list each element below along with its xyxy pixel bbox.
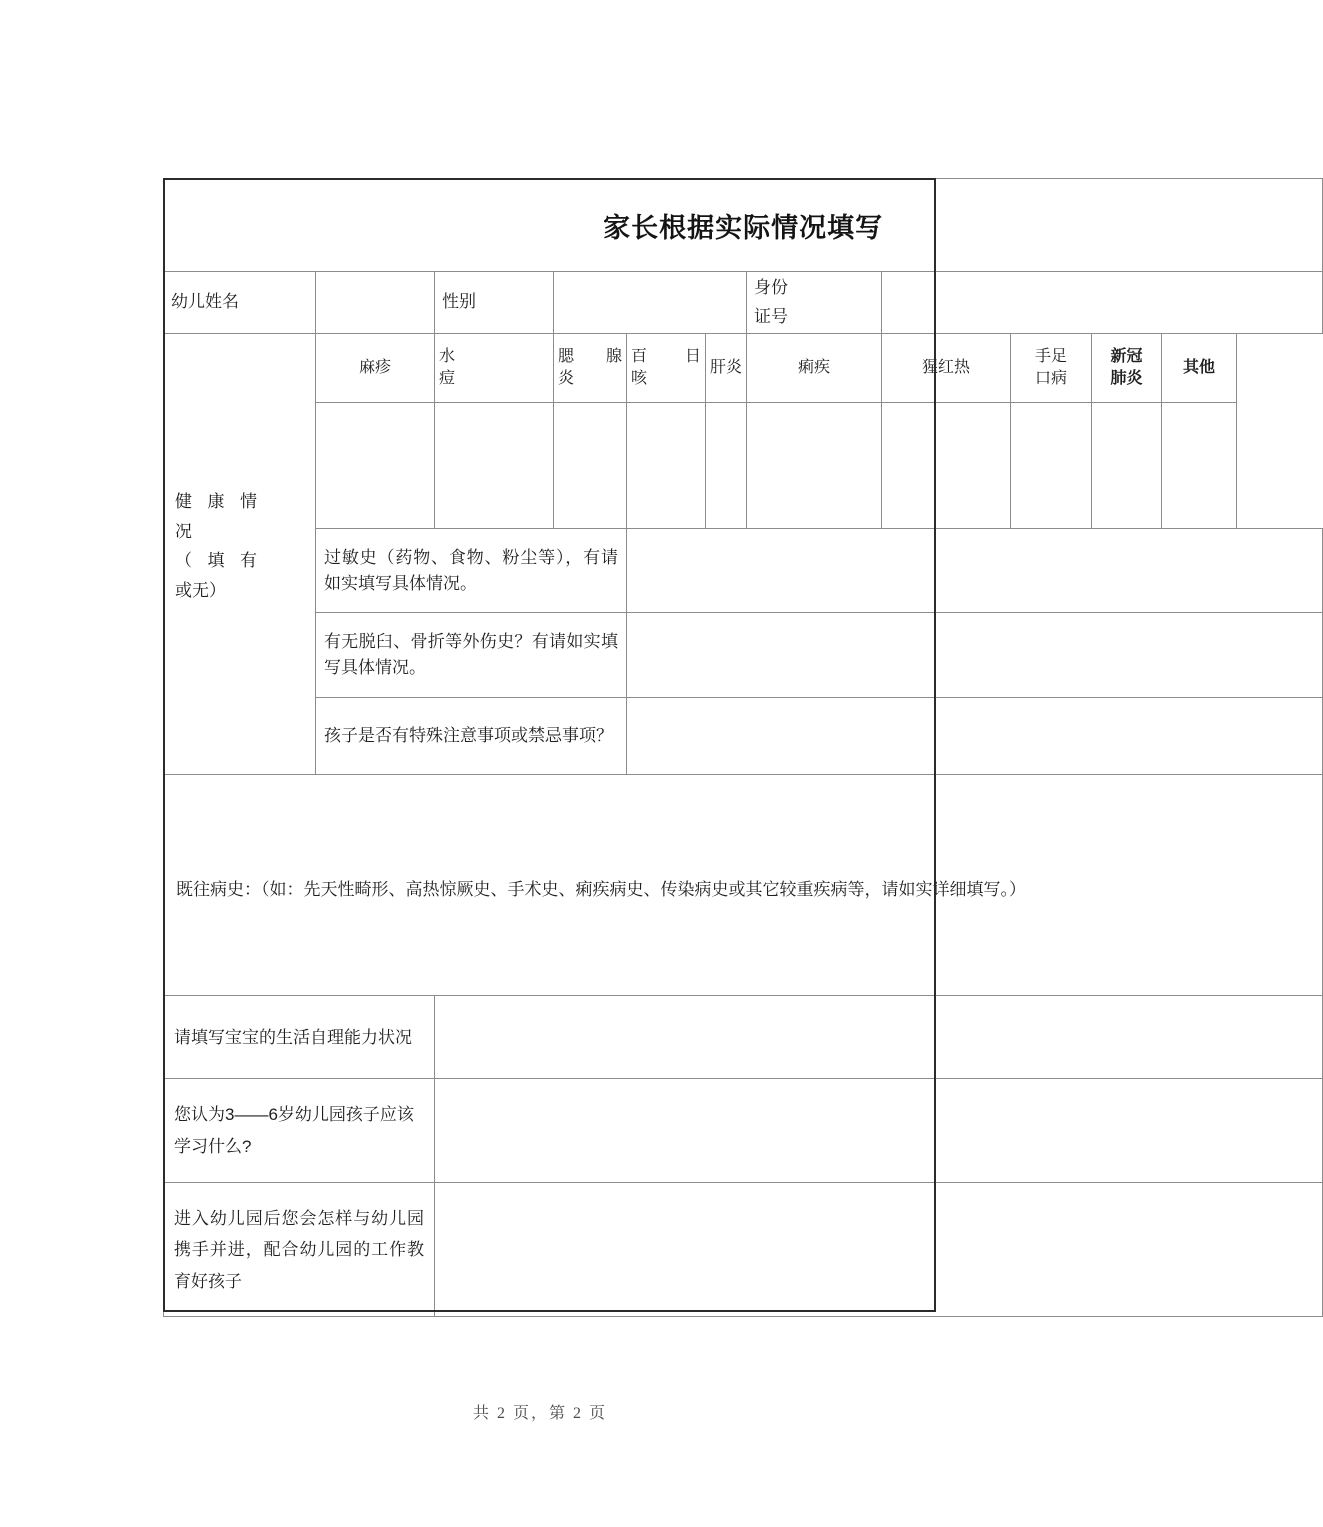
- disease-header-chickenpox: [435, 334, 554, 403]
- disease-value-hepatitis-text: [706, 462, 746, 470]
- disease-header-hfmd: [1011, 334, 1092, 403]
- disease-label-dysentery: 痢疾: [797, 359, 830, 377]
- injury-history-label: 有无脱臼、骨折等外伤史？有请如实填写具体情况。: [324, 632, 618, 678]
- disease-header-hepatitis: [706, 334, 747, 403]
- allergy-history-label: 过敏史（药物、食物、粉尘等），有请如实填写具体情况。: [324, 547, 618, 593]
- id-number-label-line2: 证号: [754, 306, 788, 326]
- disease-value-chickenpox-text: [435, 462, 553, 470]
- child-name-value: [316, 299, 434, 307]
- health-label-line-1: 健康情: [175, 491, 257, 511]
- learning-question-answer: [435, 1127, 1322, 1135]
- learning-question-answer-cell[interactable]: [435, 1079, 1323, 1183]
- disease-header-other: [1162, 334, 1237, 403]
- disease-value-whooping-cough-text: [627, 462, 705, 470]
- form-title-cell: [164, 179, 1323, 272]
- disease-value-measles[interactable]: [316, 403, 435, 529]
- child-name-label: 幼儿姓名: [171, 292, 239, 312]
- disease-value-dysentery-text: [747, 462, 881, 470]
- self-care-question-label-cell: [164, 996, 435, 1079]
- disease-header-row: [164, 334, 1323, 403]
- disease-label-measles: 麻疹: [358, 359, 391, 377]
- disease-header-scarlet-fever: [882, 334, 1011, 403]
- disease-value-covid[interactable]: [1092, 403, 1162, 529]
- disease-value-chickenpox[interactable]: [435, 403, 554, 529]
- disease-value-dysentery[interactable]: [747, 403, 882, 529]
- special-notes-label: 孩子是否有特殊注意事项或禁忌事项？: [324, 726, 613, 746]
- disease-value-scarlet-fever[interactable]: [882, 403, 1011, 529]
- special-notes-label-cell: [316, 698, 627, 775]
- disease-label-whooping-cough-line1: 百 日: [631, 347, 701, 365]
- disease-label-hfmd-line1: 手足: [1034, 347, 1067, 365]
- child-name-label-cell: [164, 272, 316, 334]
- disease-label-covid-line1: 新冠: [1110, 347, 1143, 365]
- injury-history-answer-cell[interactable]: [627, 613, 1323, 698]
- disease-value-covid-text: [1092, 462, 1161, 470]
- gender-value: [554, 299, 746, 307]
- child-name-value-cell[interactable]: [316, 272, 435, 334]
- page-footer: 共 2 页，第 2 页: [472, 1405, 607, 1422]
- medical-history-row: [164, 775, 1323, 996]
- disease-header-dysentery: [747, 334, 882, 403]
- disease-label-whooping-cough-line2: 咳: [631, 370, 648, 388]
- page-title: 家长根据实际情况填写: [603, 212, 884, 243]
- health-label-line-4: 或无）: [175, 581, 226, 601]
- health-label-line-3: （填有: [175, 551, 257, 571]
- allergy-history-label-cell: [316, 529, 627, 613]
- health-section-label: [164, 487, 315, 622]
- learning-question-label-cell: [164, 1079, 435, 1183]
- disease-label-scarlet-fever: 猩红热: [921, 359, 970, 377]
- disease-value-hepatitis[interactable]: [706, 403, 747, 529]
- injury-history-answer: [627, 648, 1322, 662]
- self-care-question-answer: [435, 1033, 1322, 1041]
- self-care-question-row: [164, 996, 1323, 1079]
- disease-value-hfmd-text: [1011, 462, 1091, 470]
- disease-header-whooping-cough: [627, 334, 706, 403]
- disease-value-mumps-text: [554, 462, 626, 470]
- disease-value-other-text: [1162, 462, 1236, 470]
- disease-label-hepatitis: 肝炎: [710, 359, 743, 377]
- self-care-question-label: 请填写宝宝的生活自理能力状况: [174, 1027, 412, 1047]
- self-care-question-answer-cell[interactable]: [435, 996, 1323, 1079]
- cooperation-question-label-cell: [164, 1183, 435, 1317]
- disease-value-hfmd[interactable]: [1011, 403, 1092, 529]
- id-number-value: [882, 299, 1322, 307]
- disease-value-mumps[interactable]: [554, 403, 627, 529]
- disease-label-hfmd-line2: 口病: [1034, 370, 1067, 388]
- gender-label-cell: [435, 272, 554, 334]
- learning-question-label: 您认为3——6岁幼儿园孩子应该学习什么?: [174, 1105, 414, 1156]
- disease-answer-row: [164, 403, 1323, 529]
- gender-label: 性别: [442, 292, 476, 312]
- disease-label-chickenpox-line2: 痘: [439, 370, 456, 388]
- cooperation-question-answer-cell[interactable]: [435, 1183, 1323, 1317]
- title-row: [164, 179, 1323, 272]
- disease-label-mumps-line1: 腮 腺: [558, 347, 622, 365]
- medical-history-prompt: 既往病史：（如：先天性畸形、高热惊厥史、手术史、痢疾病史、传染病史或其它较重疾病等，请如实详细填写。）: [176, 879, 1026, 899]
- disease-label-chickenpox-line1: 水: [439, 347, 456, 365]
- health-label-line-2: 况: [175, 521, 192, 541]
- allergy-history-answer-cell[interactable]: [627, 529, 1323, 613]
- disease-header-covid: [1092, 334, 1162, 403]
- child-info-row: [164, 272, 1323, 334]
- disease-label-other: 其他: [1182, 359, 1215, 377]
- allergy-history-row: [164, 529, 1323, 613]
- health-section-label-cell: [164, 334, 316, 775]
- gender-value-cell[interactable]: [554, 272, 747, 334]
- disease-value-measles-text: [316, 462, 434, 470]
- id-number-label-cell: [747, 272, 882, 334]
- disease-value-scarlet-fever-text: [882, 462, 1010, 470]
- disease-header-mumps: [554, 334, 627, 403]
- injury-history-label-cell: [316, 613, 627, 698]
- cooperation-question-row: [164, 1183, 1323, 1317]
- disease-header-measles: [316, 334, 435, 403]
- disease-label-mumps-line2: 炎: [558, 370, 575, 388]
- learning-question-row: [164, 1079, 1323, 1183]
- id-number-value-cell[interactable]: [882, 272, 1323, 334]
- special-notes-answer: [627, 729, 1322, 743]
- allergy-history-answer: [627, 564, 1322, 578]
- medical-history-cell[interactable]: [164, 775, 1323, 996]
- disease-value-other[interactable]: [1162, 403, 1237, 529]
- parent-health-form-table: [163, 178, 1323, 1317]
- disease-value-whooping-cough[interactable]: [627, 403, 706, 529]
- disease-label-covid-line2: 肺炎: [1110, 370, 1143, 388]
- cooperation-question-label: 进入幼儿园后您会怎样与幼儿园携手并进，配合幼儿园的工作教育好孩子: [174, 1208, 424, 1291]
- special-notes-answer-cell[interactable]: [627, 698, 1323, 775]
- injury-history-row: [164, 613, 1323, 698]
- cooperation-question-answer: [435, 1246, 1322, 1254]
- id-number-label-line1: 身份: [754, 278, 788, 297]
- special-notes-row: [164, 698, 1323, 775]
